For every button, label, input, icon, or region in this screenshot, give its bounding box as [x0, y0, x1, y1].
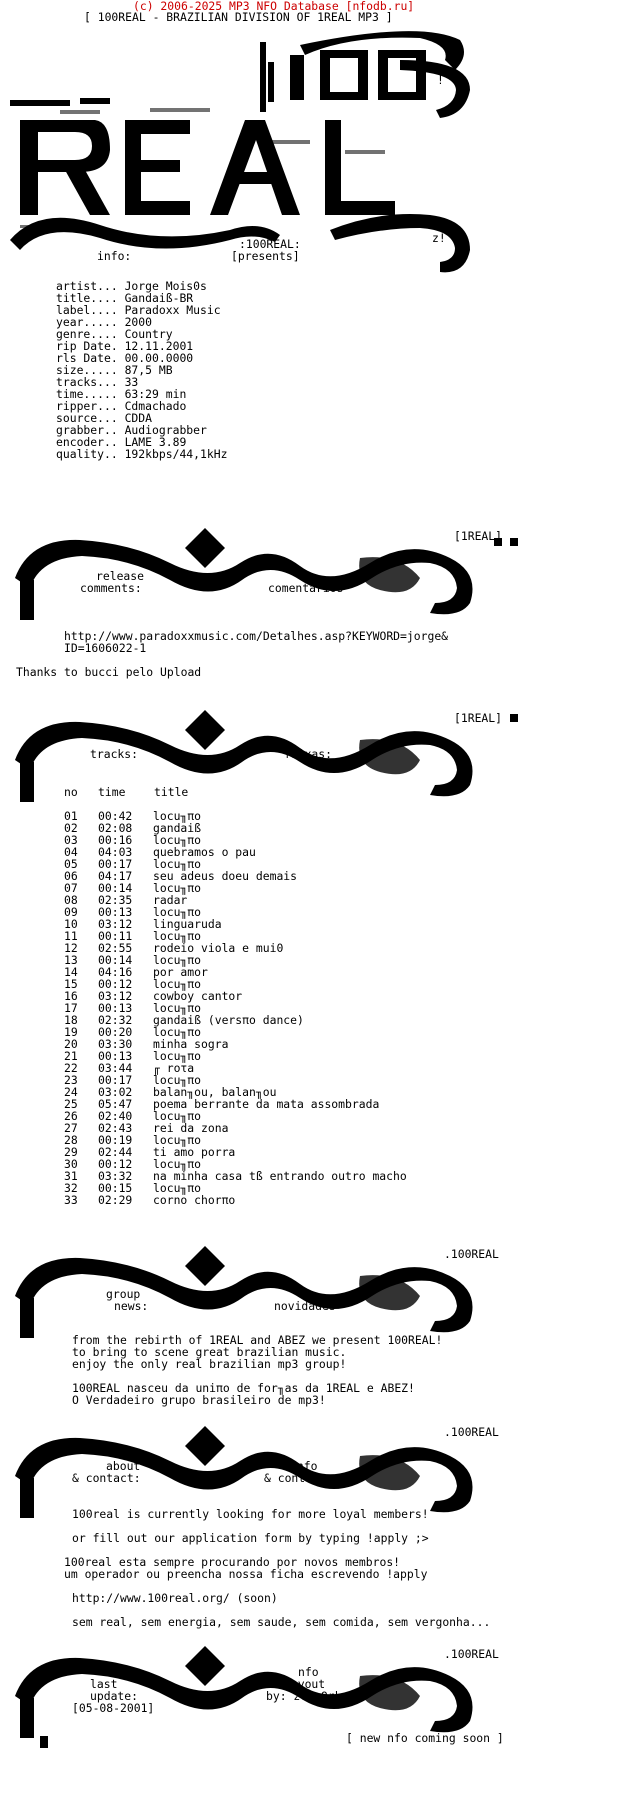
info-title: title.... Gandaiß-BR	[56, 291, 194, 305]
contact-line-4: um operador ou preencha nossa ficha escrevendo !apply	[64, 1567, 428, 1581]
track-number: 18	[64, 1013, 78, 1027]
logo-z: z!	[432, 231, 446, 245]
tracks-right: faixas:	[284, 747, 333, 761]
track-time: 00:17	[98, 1073, 133, 1087]
track-time: 03:12	[98, 989, 133, 1003]
footer-right-1: nfo	[298, 1665, 319, 1679]
info-source: source... CDDA	[56, 411, 153, 425]
tracks-left: tracks:	[90, 747, 139, 761]
info-genre: genre.... Country	[56, 327, 173, 341]
track-title: corno chorπo	[153, 1193, 236, 1207]
track-number: 17	[64, 1001, 78, 1015]
track-time: 00:13	[98, 1049, 133, 1063]
footer-left-2: update:	[90, 1689, 139, 1703]
contact-url[interactable]: http://www.100real.org/ (soon)	[72, 1591, 278, 1605]
track-title: locu╖πo	[153, 1181, 202, 1195]
footer-date: [05-08-2001]	[72, 1701, 155, 1715]
track-number: 10	[64, 917, 78, 931]
tracks-tag: [1REAL]	[454, 711, 503, 725]
release-url-2: ID=1606022-1	[64, 641, 147, 655]
info-time: time..... 63:29 min	[56, 387, 187, 401]
track-number: 11	[64, 929, 78, 943]
logo-info-label: info:	[97, 249, 132, 263]
track-time: 03:30	[98, 1037, 133, 1051]
track-number: 01	[64, 809, 78, 823]
track-time: 04:17	[98, 869, 133, 883]
track-title: radar	[153, 893, 188, 907]
footer-right-2: layout	[284, 1677, 326, 1691]
news-en-2: to bring to scene great brazilian music.	[72, 1345, 347, 1359]
footer-left-1: last	[90, 1677, 118, 1691]
info-tracks: tracks... 33	[56, 375, 139, 389]
track-title: linguaruda	[153, 917, 222, 931]
news-en-3: enjoy the only real brazilian mp3 group!	[72, 1357, 347, 1371]
track-number: 08	[64, 893, 78, 907]
track-time: 00:12	[98, 1157, 133, 1171]
track-time: 04:16	[98, 965, 133, 979]
track-number: 23	[64, 1073, 78, 1087]
copyright-line: (c) 2006-2025 MP3 NFO Database [nfodb.ru]	[133, 0, 415, 13]
release-tag: [1REAL]	[454, 529, 503, 543]
info-ripper: ripper... Cdmachado	[56, 399, 187, 413]
track-time: 02:55	[98, 941, 133, 955]
info-rls-date: rls Date. 00.00.0000	[56, 351, 194, 365]
track-time: 00:11	[98, 929, 133, 943]
track-title: locu╖πo	[153, 929, 202, 943]
track-number: 09	[64, 905, 78, 919]
track-time: 00:19	[98, 1133, 133, 1147]
track-title: rodeio viola e mui0	[153, 941, 284, 955]
contact-line-3: 100real esta sempre procurando por novos membros!	[64, 1555, 401, 1569]
track-title: minha sogra	[153, 1037, 229, 1051]
track-number: 22	[64, 1061, 78, 1075]
contact-right-2: & contato	[264, 1471, 326, 1485]
track-time: 00:16	[98, 833, 133, 847]
track-title: locu╖πo	[153, 977, 202, 991]
footer-coming-soon: [ new nfo coming soon ]	[346, 1731, 504, 1745]
track-number: 07	[64, 881, 78, 895]
news-pt-1: 100REAL nasceu da uniπo de for╖as da 1REAL e ABEZ!	[72, 1381, 415, 1395]
track-number: 12	[64, 941, 78, 955]
track-title: locu╖πo	[153, 1049, 202, 1063]
track-list	[64, 810, 407, 1206]
release-thanks: Thanks to bucci pelo Upload	[16, 665, 202, 679]
footer-right-3: by: z0oyOrk	[266, 1689, 342, 1703]
contact-line-1: 100real is currently looking for more loyal members!	[72, 1507, 429, 1521]
track-title: gandaiß	[153, 821, 202, 835]
track-title: poema berrante da mata assombrada	[153, 1097, 380, 1111]
track-time: 05:47	[98, 1097, 133, 1111]
release-left-1: release	[96, 569, 145, 583]
track-title: locu╖πo	[153, 1001, 202, 1015]
track-time: 03:44	[98, 1061, 133, 1075]
news-pt-2: O Verdadeiro grupo brasileiro de mp3!	[72, 1393, 326, 1407]
track-title: locu╖πo	[153, 1025, 202, 1039]
news-left-1: group	[106, 1287, 141, 1301]
track-number: 26	[64, 1109, 78, 1123]
track-title: por amor	[153, 965, 208, 979]
track-title: locu╖πo	[153, 1109, 202, 1123]
track-number: 27	[64, 1121, 78, 1135]
track-title: locu╖πo	[153, 857, 202, 871]
track-title: na minha casa tß entrando outro macho	[153, 1169, 407, 1183]
info-quality: quality.. 192kbps/44,1kHz	[56, 447, 228, 461]
track-time: 03:12	[98, 917, 133, 931]
track-title: quebramos o pau	[153, 845, 256, 859]
news-en-1: from the rebirth of 1REAL and ABEZ we present 100REAL!	[72, 1333, 443, 1347]
contact-tag: .100REAL	[444, 1425, 499, 1439]
track-number: 31	[64, 1169, 78, 1183]
info-grabber: grabber.. Audiograbber	[56, 423, 207, 437]
track-number: 14	[64, 965, 78, 979]
track-number: 03	[64, 833, 78, 847]
contact-line-2: or fill out our application form by typing !apply ;>	[72, 1531, 429, 1545]
track-title: ti amo porra	[153, 1145, 236, 1159]
track-title: gandaiß (versπo dance)	[153, 1013, 304, 1027]
footer-tag: .100REAL	[444, 1647, 499, 1661]
track-time: 02:43	[98, 1121, 133, 1135]
info-artist: artist... Jorge Mois0s	[56, 279, 207, 293]
track-number: 05	[64, 857, 78, 871]
track-time: 00:12	[98, 977, 133, 991]
track-time: 02:29	[98, 1193, 133, 1207]
track-title: locu╖πo	[153, 953, 202, 967]
tracks-col-title: title	[154, 785, 189, 799]
track-time: 03:32	[98, 1169, 133, 1183]
track-time: 00:20	[98, 1025, 133, 1039]
track-number: 21	[64, 1049, 78, 1063]
track-title: locu╖πo	[153, 1073, 202, 1087]
track-time: 02:40	[98, 1109, 133, 1123]
release-url-1: http://www.paradoxxmusic.com/Detalhes.asp?KEYWORD=jorge&	[64, 629, 449, 643]
subtitle-line: [ 100REAL - BRAZILIAN DIVISION OF 1REAL MP3 ]	[84, 10, 393, 24]
track-number: 13	[64, 953, 78, 967]
track-time: 02:32	[98, 1013, 133, 1027]
track-title: balan╖ou, balan╖ou	[153, 1085, 277, 1099]
track-number: 06	[64, 869, 78, 883]
logo-presents: [presents]	[231, 249, 300, 263]
info-size: size..... 87,5 MB	[56, 363, 173, 377]
track-number: 19	[64, 1025, 78, 1039]
track-time: 00:14	[98, 953, 133, 967]
track-number: 28	[64, 1133, 78, 1147]
track-title: locu╖πo	[153, 1133, 202, 1147]
track-row	[64, 1194, 407, 1206]
track-number: 25	[64, 1097, 78, 1111]
track-time: 02:44	[98, 1145, 133, 1159]
info-rip-date: rip Date. 12.11.2001	[56, 339, 194, 353]
track-time: 00:13	[98, 1001, 133, 1015]
tracks-col-no: no	[64, 785, 78, 799]
track-title: locu╖πo	[153, 905, 202, 919]
track-number: 32	[64, 1181, 78, 1195]
track-time: 00:42	[98, 809, 133, 823]
logo-bang: !	[437, 73, 444, 87]
track-time: 03:02	[98, 1085, 133, 1099]
release-right: comentarios	[268, 581, 344, 595]
track-time: 02:35	[98, 893, 133, 907]
track-title: locu╖πo	[153, 809, 202, 823]
track-title: ╓ roτa	[153, 1061, 195, 1075]
track-time: 02:08	[98, 821, 133, 835]
track-number: 29	[64, 1145, 78, 1159]
track-number: 04	[64, 845, 78, 859]
track-title: locu╖πo	[153, 881, 202, 895]
news-right: novidades	[274, 1299, 336, 1313]
track-number: 20	[64, 1037, 78, 1051]
track-number: 33	[64, 1193, 78, 1207]
track-time: 04:03	[98, 845, 133, 859]
release-left-2: comments:	[80, 581, 142, 595]
contact-right-1: info	[290, 1459, 318, 1473]
track-time: 00:14	[98, 881, 133, 895]
track-title: locu╖πo	[153, 833, 202, 847]
track-number: 02	[64, 821, 78, 835]
news-tag: .100REAL	[444, 1247, 499, 1261]
contact-left-2: & contact:	[72, 1471, 141, 1485]
logo-group-tag: :100REAL:	[239, 237, 301, 251]
track-number: 15	[64, 977, 78, 991]
track-title: locu╖πo	[153, 1157, 202, 1171]
track-title: cowboy cantor	[153, 989, 243, 1003]
track-time: 00:13	[98, 905, 133, 919]
info-year: year..... 2000	[56, 315, 153, 329]
tracks-col-time: time	[98, 785, 126, 799]
track-number: 16	[64, 989, 78, 1003]
news-left-2: news:	[114, 1299, 149, 1313]
info-encoder: encoder.. LAME 3.89	[56, 435, 187, 449]
track-title: rei da zona	[153, 1121, 229, 1135]
contact-slogan: sem real, sem energia, sem saude, sem comida, sem vergonha...	[72, 1615, 491, 1629]
track-title: seu adeus doeu demais	[153, 869, 298, 883]
track-number: 24	[64, 1085, 78, 1099]
track-time: 00:17	[98, 857, 133, 871]
contact-left-1: about	[106, 1459, 141, 1473]
track-number: 30	[64, 1157, 78, 1171]
logo-graphic	[0, 0, 640, 300]
track-time: 00:15	[98, 1181, 133, 1195]
info-label: label.... Paradoxx Music	[56, 303, 221, 317]
